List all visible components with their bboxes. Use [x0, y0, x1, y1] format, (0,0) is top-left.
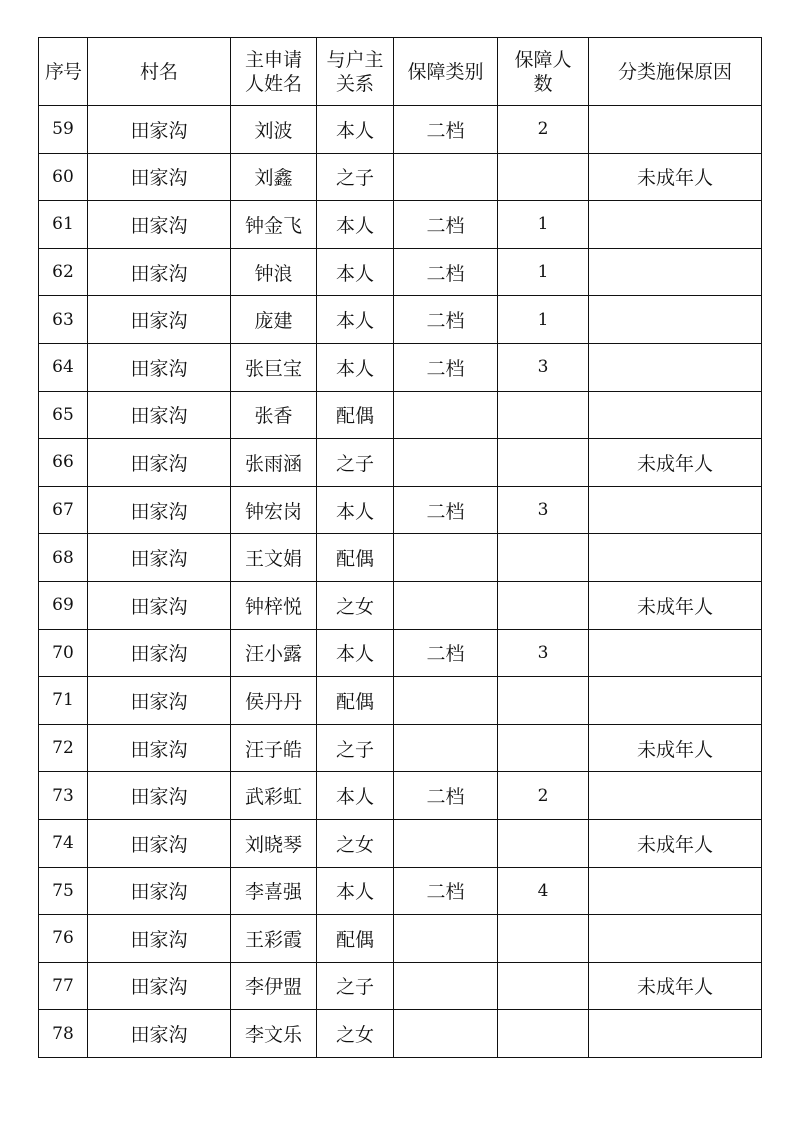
cell-index: 73 — [39, 772, 88, 820]
cell-count — [498, 724, 589, 772]
cell-count — [498, 677, 589, 725]
table-row — [39, 296, 762, 344]
cell-count: 1 — [498, 296, 589, 344]
cell-relation: 本人 — [317, 106, 394, 154]
cell-index: 70 — [39, 629, 88, 677]
header-applicant-name — [231, 38, 317, 106]
cell-reason — [589, 343, 762, 391]
cell-applicant-name: 李喜强 — [231, 867, 317, 915]
cell-applicant-name: 王文娟 — [231, 534, 317, 582]
cell-reason — [589, 486, 762, 534]
cell-index: 77 — [39, 962, 88, 1010]
cell-level: 二档 — [394, 486, 498, 534]
cell-level — [394, 439, 498, 487]
cell-count — [498, 391, 589, 439]
cell-applicant-name: 汪小露 — [231, 629, 317, 677]
cell-village: 田家沟 — [88, 534, 231, 582]
cell-village: 田家沟 — [88, 915, 231, 963]
cell-village: 田家沟 — [88, 106, 231, 154]
header-village: 村名 — [88, 38, 231, 106]
table-row — [39, 629, 762, 677]
cell-reason — [589, 772, 762, 820]
cell-relation: 本人 — [317, 248, 394, 296]
cell-level — [394, 677, 498, 725]
cell-relation: 本人 — [317, 867, 394, 915]
table-row — [39, 962, 762, 1010]
cell-relation: 本人 — [317, 486, 394, 534]
cell-level: 二档 — [394, 629, 498, 677]
cell-village: 田家沟 — [88, 391, 231, 439]
table-row — [39, 1010, 762, 1058]
cell-level: 二档 — [394, 867, 498, 915]
cell-level: 二档 — [394, 201, 498, 249]
table-row — [39, 867, 762, 915]
header-index: 序号 — [39, 38, 88, 106]
header-count — [498, 38, 589, 106]
cell-relation: 之子 — [317, 439, 394, 487]
cell-index: 61 — [39, 201, 88, 249]
cell-level: 二档 — [394, 343, 498, 391]
cell-level — [394, 962, 498, 1010]
cell-level — [394, 153, 498, 201]
table-row — [39, 581, 762, 629]
cell-reason — [589, 106, 762, 154]
table-row — [39, 915, 762, 963]
cell-level — [394, 819, 498, 867]
cell-index: 69 — [39, 581, 88, 629]
cell-applicant-name: 刘晓琴 — [231, 819, 317, 867]
cell-level — [394, 1010, 498, 1058]
table-row — [39, 772, 762, 820]
cell-relation: 配偶 — [317, 534, 394, 582]
table-body — [39, 106, 762, 1058]
cell-count — [498, 915, 589, 963]
cell-reason — [589, 201, 762, 249]
cell-count: 1 — [498, 201, 589, 249]
cell-index: 65 — [39, 391, 88, 439]
table-row — [39, 201, 762, 249]
cell-index: 59 — [39, 106, 88, 154]
header-relation-line1: 与户主 — [326, 48, 384, 71]
cell-relation: 本人 — [317, 629, 394, 677]
cell-index: 62 — [39, 248, 88, 296]
cell-village: 田家沟 — [88, 201, 231, 249]
cell-applicant-name: 钟浪 — [231, 248, 317, 296]
table-row — [39, 248, 762, 296]
table-row — [39, 677, 762, 725]
cell-reason — [589, 1010, 762, 1058]
cell-index: 76 — [39, 915, 88, 963]
cell-reason — [589, 534, 762, 582]
cell-index: 68 — [39, 534, 88, 582]
cell-applicant-name: 钟宏岗 — [231, 486, 317, 534]
table-row — [39, 391, 762, 439]
table-header — [39, 38, 762, 106]
cell-relation: 之子 — [317, 724, 394, 772]
cell-relation: 配偶 — [317, 391, 394, 439]
header-relation-line2: 关系 — [335, 72, 374, 95]
cell-reason — [589, 677, 762, 725]
cell-reason: 未成年人 — [589, 153, 762, 201]
header-relation — [317, 38, 394, 106]
table-row — [39, 153, 762, 201]
cell-index: 71 — [39, 677, 88, 725]
cell-reason: 未成年人 — [589, 439, 762, 487]
cell-applicant-name: 庞建 — [231, 296, 317, 344]
cell-count: 1 — [498, 248, 589, 296]
cell-count — [498, 962, 589, 1010]
table-row — [39, 534, 762, 582]
cell-count: 2 — [498, 772, 589, 820]
cell-count — [498, 439, 589, 487]
cell-reason — [589, 296, 762, 344]
cell-index: 64 — [39, 343, 88, 391]
cell-relation: 本人 — [317, 296, 394, 344]
cell-applicant-name: 张香 — [231, 391, 317, 439]
cell-index: 78 — [39, 1010, 88, 1058]
cell-index: 60 — [39, 153, 88, 201]
table-row — [39, 106, 762, 154]
cell-relation: 之女 — [317, 819, 394, 867]
cell-count: 2 — [498, 106, 589, 154]
cell-count — [498, 1010, 589, 1058]
cell-village: 田家沟 — [88, 629, 231, 677]
header-count-line2: 数 — [533, 72, 553, 95]
cell-index: 75 — [39, 867, 88, 915]
cell-index: 72 — [39, 724, 88, 772]
cell-applicant-name: 武彩虹 — [231, 772, 317, 820]
cell-village: 田家沟 — [88, 819, 231, 867]
header-applicant-line2: 人姓名 — [244, 72, 302, 95]
cell-relation: 之女 — [317, 1010, 394, 1058]
table-row — [39, 724, 762, 772]
cell-level: 二档 — [394, 296, 498, 344]
header-row — [39, 38, 762, 106]
cell-count — [498, 581, 589, 629]
cell-count: 3 — [498, 629, 589, 677]
cell-index: 74 — [39, 819, 88, 867]
header-reason: 分类施保原因 — [589, 38, 762, 106]
cell-applicant-name: 王彩霞 — [231, 915, 317, 963]
cell-applicant-name: 张巨宝 — [231, 343, 317, 391]
cell-village: 田家沟 — [88, 248, 231, 296]
cell-relation: 配偶 — [317, 677, 394, 725]
cell-index: 63 — [39, 296, 88, 344]
cell-applicant-name: 张雨涵 — [231, 439, 317, 487]
cell-applicant-name: 李伊盟 — [231, 962, 317, 1010]
cell-village: 田家沟 — [88, 581, 231, 629]
cell-village: 田家沟 — [88, 153, 231, 201]
cell-level: 二档 — [394, 772, 498, 820]
cell-village: 田家沟 — [88, 1010, 231, 1058]
assistance-roster-table — [38, 37, 762, 1058]
cell-applicant-name: 钟梓悦 — [231, 581, 317, 629]
cell-village: 田家沟 — [88, 343, 231, 391]
cell-level — [394, 915, 498, 963]
cell-applicant-name: 刘鑫 — [231, 153, 317, 201]
cell-count — [498, 153, 589, 201]
cell-village: 田家沟 — [88, 677, 231, 725]
cell-level: 二档 — [394, 248, 498, 296]
cell-reason: 未成年人 — [589, 581, 762, 629]
cell-village: 田家沟 — [88, 296, 231, 344]
cell-level — [394, 581, 498, 629]
cell-relation: 本人 — [317, 772, 394, 820]
cell-applicant-name: 李文乐 — [231, 1010, 317, 1058]
cell-relation: 配偶 — [317, 915, 394, 963]
table-row — [39, 486, 762, 534]
cell-applicant-name: 刘波 — [231, 106, 317, 154]
cell-reason: 未成年人 — [589, 724, 762, 772]
cell-reason: 未成年人 — [589, 819, 762, 867]
cell-count: 4 — [498, 867, 589, 915]
cell-village: 田家沟 — [88, 772, 231, 820]
header-level: 保障类别 — [394, 38, 498, 106]
cell-index: 67 — [39, 486, 88, 534]
cell-level: 二档 — [394, 106, 498, 154]
cell-relation: 之子 — [317, 962, 394, 1010]
cell-applicant-name: 侯丹丹 — [231, 677, 317, 725]
header-count-line1: 保障人 — [514, 48, 572, 71]
header-applicant-line1: 主申请 — [244, 48, 302, 71]
table-row — [39, 439, 762, 487]
cell-reason — [589, 915, 762, 963]
cell-applicant-name: 汪子皓 — [231, 724, 317, 772]
cell-count: 3 — [498, 343, 589, 391]
cell-count — [498, 534, 589, 582]
cell-village: 田家沟 — [88, 439, 231, 487]
cell-reason — [589, 867, 762, 915]
table-row — [39, 343, 762, 391]
cell-count: 3 — [498, 486, 589, 534]
table-row — [39, 819, 762, 867]
cell-relation: 之子 — [317, 153, 394, 201]
cell-applicant-name: 钟金飞 — [231, 201, 317, 249]
cell-village: 田家沟 — [88, 867, 231, 915]
cell-village: 田家沟 — [88, 724, 231, 772]
cell-level — [394, 724, 498, 772]
cell-relation: 本人 — [317, 343, 394, 391]
cell-level — [394, 391, 498, 439]
cell-reason — [589, 391, 762, 439]
cell-relation: 之女 — [317, 581, 394, 629]
cell-village: 田家沟 — [88, 962, 231, 1010]
cell-village: 田家沟 — [88, 486, 231, 534]
cell-relation: 本人 — [317, 201, 394, 249]
cell-index: 66 — [39, 439, 88, 487]
cell-reason — [589, 629, 762, 677]
cell-level — [394, 534, 498, 582]
cell-count — [498, 819, 589, 867]
cell-reason — [589, 248, 762, 296]
cell-reason: 未成年人 — [589, 962, 762, 1010]
